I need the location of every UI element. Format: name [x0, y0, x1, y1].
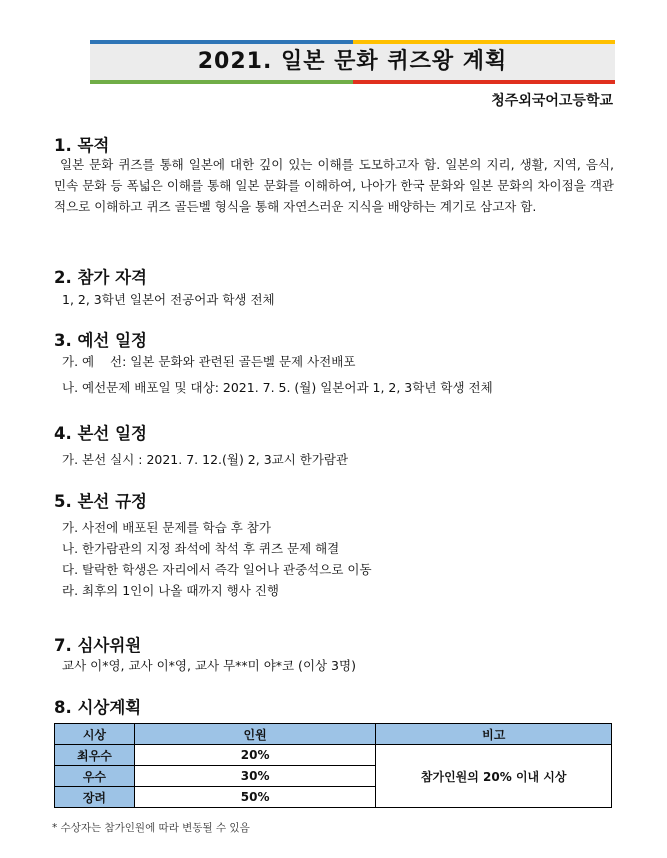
section-1-body: 일본 문화 퀴즈를 통해 일본에 대한 깊이 있는 이해를 도모하고자 함. 일본의 지리, 생활, 지역, 음식, 민속 문화 등 폭넓은 이해를 통해 일본 문화를 이해하여, 나아가 한국 문화와 일본 문화의 차이점을 객관적으로 이해하고 퀴즈 골든벨 형식을 통해 자연스러운 지식을 배양하는 계기로 삼고자 함. [54, 157, 614, 214]
award-cell: 장려 [55, 787, 135, 808]
section-2-line: 1, 2, 3학년 일본어 전공어과 학생 전체 [62, 292, 275, 307]
award-cell: 우수 [55, 766, 135, 787]
award-footnote: * 수상자는 참가인원에 따라 변동될 수 있음 [52, 822, 250, 834]
table-row [55, 745, 612, 766]
section-4-item: 가. 본선 실시 : 2021. 7. 12.(월) 2, 3교시 한가람관 [62, 452, 349, 467]
section-5-item: 라. 최후의 1인이 나올 때까지 행사 진행 [62, 583, 279, 598]
section-7-line: 교사 이*영, 교사 이*영, 교사 무**미 야*코 (이상 3명) [62, 658, 356, 673]
award-table [54, 723, 612, 808]
document-title: 2021. 일본 문화 퀴즈왕 계획 [90, 44, 615, 80]
section-3-heading: 3. 예선 일정 [54, 331, 147, 350]
count-cell: 50% [134, 787, 376, 808]
section-1-heading: 1. 목적 [54, 136, 110, 155]
count-cell: 30% [134, 766, 376, 787]
section-2-heading: 2. 참가 자격 [54, 268, 147, 287]
section-3-item: 나. 예선문제 배포일 및 대상: 2021. 7. 5. (월) 일본어과 1, 2, 3학년 학생 전체 [62, 380, 493, 395]
header-bar-green [90, 80, 353, 84]
section-3-item: 가. 예 선: 일본 문화와 관련된 골든벨 문제 사전배포 [62, 354, 356, 369]
section-5-item: 다. 탈락한 학생은 자리에서 즉각 일어나 관중석으로 이동 [62, 562, 372, 577]
count-cell: 20% [134, 745, 376, 766]
header-count: 인원 [134, 724, 376, 745]
section-4-heading: 4. 본선 일정 [54, 424, 147, 443]
school-name: 청주외국어고등학교 [491, 93, 613, 109]
section-7-heading: 7. 심사위원 [54, 636, 142, 655]
note-cell: 참가인원의 20% 이내 시상 [376, 745, 612, 808]
section-5-item: 가. 사전에 배포된 문제를 학습 후 참가 [62, 520, 271, 535]
header-bar-red [353, 80, 615, 84]
table-header-row [55, 724, 612, 745]
header-award: 시상 [55, 724, 135, 745]
award-cell: 최우수 [55, 745, 135, 766]
section-5-item: 나. 한가람관의 지정 좌석에 착석 후 퀴즈 문제 해결 [62, 541, 340, 556]
header-note: 비고 [376, 724, 612, 745]
section-5-heading: 5. 본선 규정 [54, 492, 147, 511]
section-8-heading: 8. 시상계획 [54, 698, 142, 717]
